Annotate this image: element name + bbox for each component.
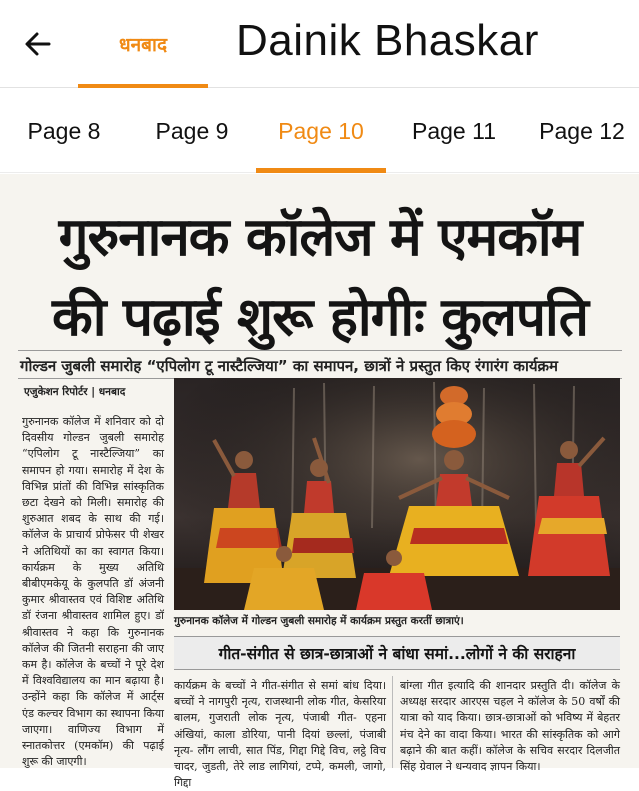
article-photo <box>174 378 620 610</box>
tab-page-10[interactable] <box>256 89 386 173</box>
tab-page-12[interactable] <box>526 89 638 173</box>
column-divider <box>392 676 393 768</box>
back-button[interactable] <box>18 24 58 64</box>
subheadline: गोल्डन जुबली समारोह “एपिलोग टू नास्टैल्जिया” का समापन, छात्रों ने प्रस्तुत किए रंगारंग कार्यक्रम <box>20 357 559 375</box>
city-label: धनबाद <box>118 34 168 56</box>
article-column-middle: कार्यक्रम के बच्चों ने गीत-संगीत से समां बांध दिया। बच्चों ने नागपुरी नृत्य, राजस्थानी लोक गीत, केसरिया बालम, गुजराती लोक नृत्य, पंजाबी गीत- एहना अंखियां, काला डोरिया, पानी दियां छल्लां, पंजाबी नृत्य- लौंग लाची, सात पिंड, गिद्दा गिद्दे विच, लट्ठे विच चादर, जुडती, तेरे लाड लागियां, टप्पे, कमली, जागो, गिद्दा <box>174 679 386 790</box>
tab-label: Page 8 <box>27 117 101 144</box>
tab-page-8[interactable] <box>12 89 116 173</box>
section-subheadline-text: गीत-संगीत से छात्र-छात्राओं ने बांधा समां...लोगों ने की सराहना <box>218 645 576 663</box>
byline: एजुकेशन रिपोर्टर | धनबाद <box>24 386 126 398</box>
tab-page-11[interactable] <box>396 89 512 173</box>
divider <box>18 350 622 351</box>
tab-page-9[interactable] <box>140 89 244 173</box>
dancers-photo-illustration <box>174 378 620 610</box>
tab-label: Page 12 <box>539 117 625 144</box>
article-column-left: गुरुनानक कॉलेज में शनिवार को दो दिवसीय गोल्डन जुबली समारोह “एपिलोग टू नास्टैल्जिया” का समापन हो गया। समारोह में देश के विभिन्न प्रांतों की विभिन्न सांस्कृतिक छटा देखने को मिली। समारोह की शुरुआत शबद के साथ की गई। कॉलेज के प्राचार्य प्रोफेसर पी शेखर ने अतिथियों का का स्वागत किया। कार्यक्रम के मुख्य अतिथि बीबीएमकेयू के कुलपति डॉ अंजनी कुमार श्रीवास्तव एवं विशिष्ट अतिथि डॉ रंजना श्रीवास्तव शामिल हुए। डॉ श्रीवास्तव ने कहा कि गुरुनानक कॉलेज की जितनी सराहना की जाए कम है। कॉलेज के बच्चों ने पूरे देश में विश्वविद्यालय का मान बढ़ाया है। उन्होंने कहा कि कॉलेज में आर्ट्स एंड कल्चर विभाग का स्थापना किया जाएगा। वाणिज्य विभाग में स्नातकोत्तर (एमकॉम) की पढ़ाई शुरू की जाएगी। <box>22 415 164 769</box>
city-tab-underline <box>78 84 208 88</box>
headline-line-2: की पढ़ाई शुरू होगीः कुलपति <box>52 287 588 348</box>
tab-label: Page 11 <box>412 117 496 144</box>
arrow-left-icon <box>23 29 53 59</box>
brand-title: Dainik Bhaskar <box>236 16 539 65</box>
section-subheadline <box>174 636 620 670</box>
article-column-right: बांग्ला गीत इत्यादि की शानदार प्रस्तुति दी। कॉलेज के अध्यक्ष सरदार आरएस चहल ने कॉलेज के 50 वर्षों की यात्रा को याद किया। छात्र-छात्राओं को भविष्य में बेहतर मंच देने का वादा किया। भारत की सांस्कृतिक को आगे बढ़ाने की बात कहीं। कॉलेज के सचिव सरदार दिलजीत सिंह ग्रेवाल ने धन्यवाद ज्ञापन किया। <box>400 679 620 774</box>
city-tab[interactable] <box>78 0 208 88</box>
tab-label: Page 10 <box>278 117 364 144</box>
page-tabs <box>0 89 639 173</box>
tab-label: Page 9 <box>155 117 229 144</box>
active-tab-indicator <box>256 168 386 173</box>
epaper-page[interactable] <box>0 174 639 790</box>
app-header <box>0 0 639 88</box>
headline-line-1: गुरुनानक कॉलेज में एमकॉम <box>58 207 582 268</box>
photo-caption: गुरुनानक कॉलेज में गोल्डन जुबली समारोह में कार्यक्रम प्रस्तुत करतीं छात्राएं। <box>174 615 464 627</box>
